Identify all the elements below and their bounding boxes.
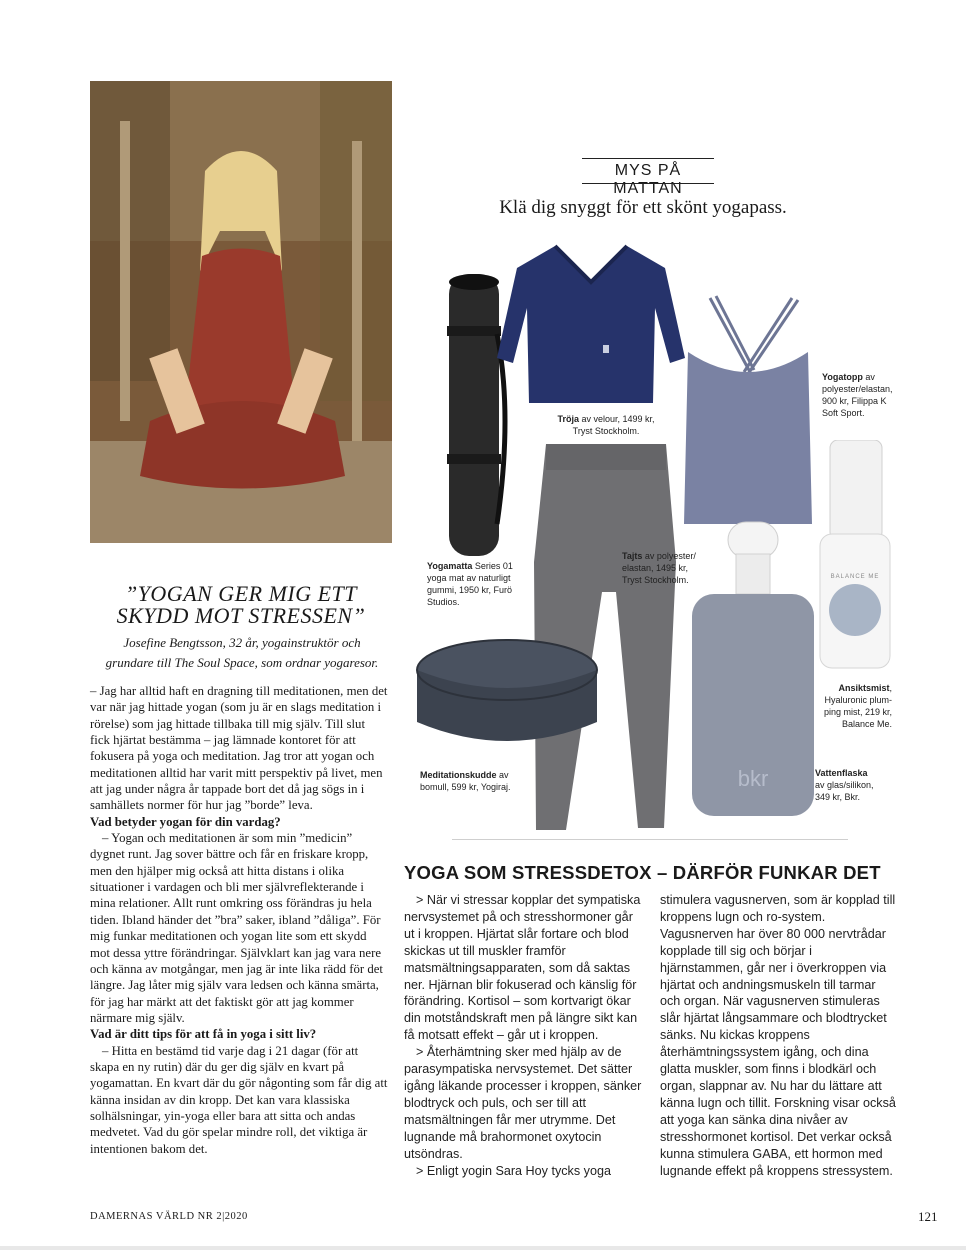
article-column-2 (660, 892, 898, 1179)
caption-text: 900 kr, Filippa K (822, 396, 887, 406)
interview-question: Vad är ditt tips för att få in yoga i sitt liv? (90, 1027, 317, 1042)
caption-top (822, 371, 922, 419)
caption-tights (622, 550, 722, 586)
caption-text: polyester/elastan, (822, 384, 893, 394)
article-paragraph: > När vi stressar kopplar det sympatiska nervsystemet på och stresshormoner går ut i kroppen. Hjärtat slår fortare och blod skickas ut till muskler framför matsmältningsapparaten, som då saktas ner. Hjärnan blir fokuserad och känslig för förändring. Kortisol – som kortvarigt ökar din motståndskraft men på längre sikt kan få motsatt effekt – går ut i kroppen. (404, 893, 641, 1043)
caption-name: Ansiktsmist (838, 683, 890, 693)
caption-bottle (815, 767, 915, 803)
caption-text: av velour, 1499 kr, (578, 414, 655, 424)
article-column-1 (404, 892, 644, 1179)
mist-brand-label: BALANCE ME (830, 574, 880, 580)
caption-text: yoga mat av naturligt (427, 573, 511, 583)
caption-text: av glas/silikon, (815, 780, 874, 790)
page-number: 121 (918, 1209, 938, 1224)
caption-name: Tajts (622, 551, 643, 561)
section-kicker: MYS PÅ MATTAN (582, 158, 714, 198)
face-mist-image (818, 440, 892, 670)
caption-text: 349 kr, Bkr. (815, 792, 861, 802)
magazine-footer: DAMERNAS VÄRLD NR 2|2020 (90, 1211, 248, 1222)
byline-line1: Josefine Bengtsson, 32 år, yogainstruktör och (123, 635, 361, 650)
pull-quote-line2: SKYDD MOT STRESSEN” (116, 603, 366, 628)
article-headline: YOGA SOM STRESSDETOX – DÄRFÖR FUNKAR DET (404, 862, 881, 883)
caption-name: Yogatopp (822, 372, 863, 382)
caption-text: Soft Sport. (822, 408, 865, 418)
caption-text: , (889, 683, 892, 693)
interview-body (90, 683, 388, 1157)
article-paragraph: > Enligt yogin Sara Hoy tycks yoga (416, 1163, 611, 1178)
caption-name: Vattenflaska (815, 768, 868, 778)
byline (92, 633, 392, 673)
caption-text: av polyester/ (642, 551, 696, 561)
caption-mist (792, 682, 892, 730)
caption-text: Balance Me. (841, 719, 892, 729)
yoga-portrait-photo (90, 81, 392, 543)
yoga-top-image (680, 292, 816, 526)
caption-text: av (496, 770, 509, 780)
meditation-cushion-image (412, 636, 602, 760)
caption-text: av (862, 372, 875, 382)
sweater-image (495, 238, 687, 408)
section-subhead: Klä dig snyggt för ett skönt yogapass. (499, 197, 787, 218)
caption-text: ping mist, 219 kr, (823, 707, 892, 717)
caption-mat (427, 560, 527, 608)
interview-question: Vad betyder yogan för din vardag? (90, 814, 281, 829)
pull-quote (90, 583, 392, 627)
interview-paragraph: – Jag har alltid haft en dragning till meditationen, men det var när jag hittade yogan (som ju är en slags meditation i rörelse) som jag hittade tillbaka till mig själv. Till slut fick hjärtat bestämma – jag lämnade kontoret för att fokusera på yoga och meditation. Jag tror att yogan och meditationen alltid har varit mitt perspektiv på livet, men att jag under några år tappade bort det då jag sögs in i samhällets normer för hur jag ”borde” leva. (90, 684, 388, 813)
page-edge (0, 1246, 966, 1250)
byline-line2: grundare till The Soul Space, som ordnar yogaresor. (105, 655, 379, 670)
caption-text: bomull, 599 kr, Yogiraj. (420, 782, 511, 792)
caption-name: Meditationskudde (420, 770, 497, 780)
caption-name: Tröja (557, 414, 579, 424)
caption-text: Tryst Stockholm. (622, 575, 689, 585)
caption-cushion (420, 769, 530, 793)
article-paragraph: > Återhämtning sker med hjälp av de parasympatiska nervsystemet. Det sätter igång läkande processer i kroppen, sänker blodtryck och puls, och ser till att matsmältningen får mer utrymme. Det lugnande må brahormonet oxytocin utsöndras. (404, 1045, 642, 1161)
caption-name: Yogamatta (427, 561, 473, 571)
interview-paragraph: – Yogan och meditationen är som min ”medicin” dygnet runt. Jag sover bättre och får en friskare kropp, men den hjälper mig också att hitta distans i olika situationer i vardagen och bli mer självreflekterande i mina relationer. Allt runt omkring oss förändras ju hela tiden. Ibland händer det ”bra” saker, ibland ”dåliga”. För mig funkar meditationen och yogan lite som ett skydd mot dessa yttre förändringar. Självklart kan jag vara nere och känna av motgångar, men jag är inte lika rädd för det längre. Jag låter mig själv vara ledsen och känna smärta, för jag har märkt att det faktiskt gör att jag kommer närmare mig själv. (90, 831, 383, 1025)
caption-text: gummi, 1950 kr, Furö (427, 585, 513, 595)
caption-text: Studios. (427, 597, 460, 607)
pull-quote-line1: ”YOGAN GER MIG ETT (124, 581, 358, 606)
caption-text: Hyaluronic plum- (824, 695, 892, 705)
bottle-logo: bkr (737, 766, 769, 791)
caption-text: Tryst Stockholm. (572, 426, 640, 436)
article-paragraph: stimulera vagusnerven, som är kopplad till kroppens lugn och ro-system. Vagusnerven har över 80 000 nervtrådar kopplade till sig och börjar i hjärnstammen, går ner i överkroppen via hjärtat och andningsmuskeln till tarmar och organ. När vagusnerven stimuleras slår hjärtat långsammare och blodtrycket sänks. Nu kickas kroppens återhämtningssystem igång, och dina glatta muskler, som finns i blodkärl och organ, slappnar av. Nu har du lättare att känna lugn och tillit. Forskning visar också att yoga kan sänka dina nivåer av stresshormonet kortisol. Det verkar också kunna stimulera GABA, ett hormon med lugnande effekt på kroppens stressystem. (660, 893, 896, 1178)
interview-paragraph: – Hitta en bestämd tid varje dag i 21 dagar (för att skapa en ny rutin) där du ger dig själv en kvart på yogamattan. En kvart där du gör någonting som får dig att känna insidan av din kropp. Det kan vara klassiska solhälsningar, yin-yoga eller bara att sitta och andas medvetet. Vad du gör spelar mindre roll, det viktiga är intentionen bakom det. (90, 1043, 388, 1156)
caption-sweater (552, 413, 660, 437)
caption-text: Series 01 (472, 561, 513, 571)
kicker-rule (582, 183, 714, 184)
caption-text: elastan, 1495 kr, (622, 563, 689, 573)
section-divider (452, 839, 848, 840)
